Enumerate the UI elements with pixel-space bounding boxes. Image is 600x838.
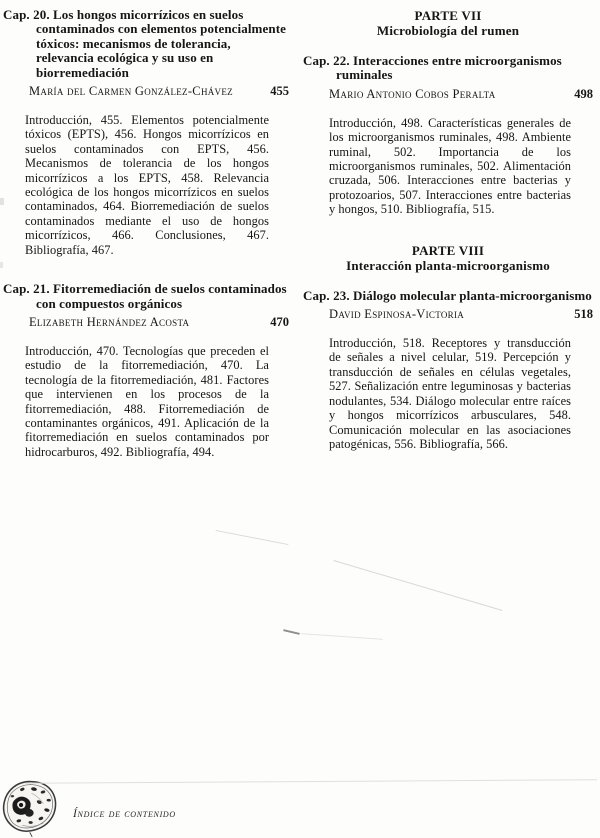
part-header: [303, 8, 593, 38]
author-row: [303, 307, 593, 321]
part-header: [303, 243, 593, 273]
chapter-title: Diálogo molecular planta-microorganismo: [353, 287, 592, 303]
cell-micrograph-stamp-icon: [1, 776, 59, 838]
page-number: 470: [270, 314, 289, 329]
author-name: María del Carmen González-Chávez: [29, 84, 233, 99]
left-column: [3, 8, 289, 459]
author-row: [3, 84, 289, 98]
part-title: Microbiología del rumen: [376, 23, 520, 38]
page-number: 498: [574, 86, 593, 101]
chapter-summary: Introducción, 455. Elementos potencialmente tóxicos (EPTS), 456. Hongos micorrízicos en suelos contaminados con EPTS, 456. Mecanismos de tolerancia de los hongos micorrízicos a los EPTS, 458. Relevancia ecológica de los hongos micorrízicos en suelos contaminados, 464. Biorremediación de suelos contaminados mediante el uso de hongos micorrízicos, 466. Conclusiones, 467. Bibliografía, 467.: [25, 113, 269, 257]
chapter-label: Cap. 22.: [303, 53, 350, 68]
part-section-viii: [303, 243, 593, 452]
chapter-heading: [303, 289, 593, 303]
chapter-label: Cap. 20.: [3, 7, 50, 22]
scan-mark: [283, 629, 300, 635]
right-column: [303, 8, 593, 451]
footer-running-title: Índice de contenido: [73, 808, 176, 820]
page-footer: [0, 770, 600, 838]
author-name: Mario Antonio Cobos Peralta: [329, 86, 496, 101]
page-number: 518: [574, 307, 593, 322]
chapter-summary: Introducción, 470. Tecnologías que preceden el estudio de la fitorremediación, 470. La tecnología de la fitorremediación, 481. Factores que intervienen en los procesos de la fitorremediación, 488. Fitorremediación de contaminantes orgánicos, 491. Aplicación de la fitorremediación en suelos contaminados por hidrocarburos, 492. Bibliografía, 494.: [25, 343, 269, 459]
scan-crease: [216, 530, 289, 545]
author-row: [3, 315, 289, 329]
author-name: David Espinosa-Victoria: [329, 307, 465, 322]
chapter-heading: [3, 8, 289, 80]
chapter-title: Fitorremediación de suelos contaminados con compuestos orgánicos: [36, 281, 287, 311]
chapter-title: Interacciones entre microorganismos ruminales: [336, 53, 562, 83]
chapter-summary: Introducción, 498. Características generales de los microorganismos ruminales, 498. Ambiente ruminal, 502. Importancia de los microorganismos ruminales, 502. Alimentación cruzada, 506. Interacciones entre bacterias y protozoarios, 507. Interacciones entre bacterias y hongos, 510. Bibliografía, 515.: [329, 115, 571, 217]
chapter-summary: Introducción, 518. Receptores y transducción de señales a nivel celular, 519. Percepción y transducción de señales en células vegetales, 527. Señalización entre leguminosas y bacterias nodulantes, 534. Diálogo molecular entre raíces y hongos micorrízicos arbusculares, 548. Comunicación molecular en las asociaciones patogénicas, 556. Bibliografía, 566.: [329, 336, 571, 451]
chapter-title: Los hongos micorrízicos en suelos contaminados con elementos potencialmente tóxicos: mecanismos de tolerancia, relevancia ecológica y su uso en biorremediación: [36, 7, 286, 80]
scan-mark: [301, 633, 383, 640]
scan-crease: [333, 560, 502, 611]
part-section-vii: [303, 8, 593, 217]
page-number: 455: [270, 84, 289, 99]
toc-entry-cap-20: [3, 8, 289, 257]
chapter-label: Cap. 21.: [3, 281, 50, 297]
chapter-label: Cap. 23.: [303, 287, 350, 303]
chapter-heading: [303, 54, 593, 83]
author-name: Elizabeth Hernández Acosta: [29, 314, 190, 329]
part-label: PARTE VIII: [411, 242, 485, 258]
part-label: PARTE VII: [414, 8, 482, 23]
author-row: [303, 87, 593, 101]
chapter-heading: [3, 282, 289, 311]
toc-entry-cap-21: [3, 282, 289, 459]
part-title: Interacción planta-microorganismo: [346, 257, 550, 273]
